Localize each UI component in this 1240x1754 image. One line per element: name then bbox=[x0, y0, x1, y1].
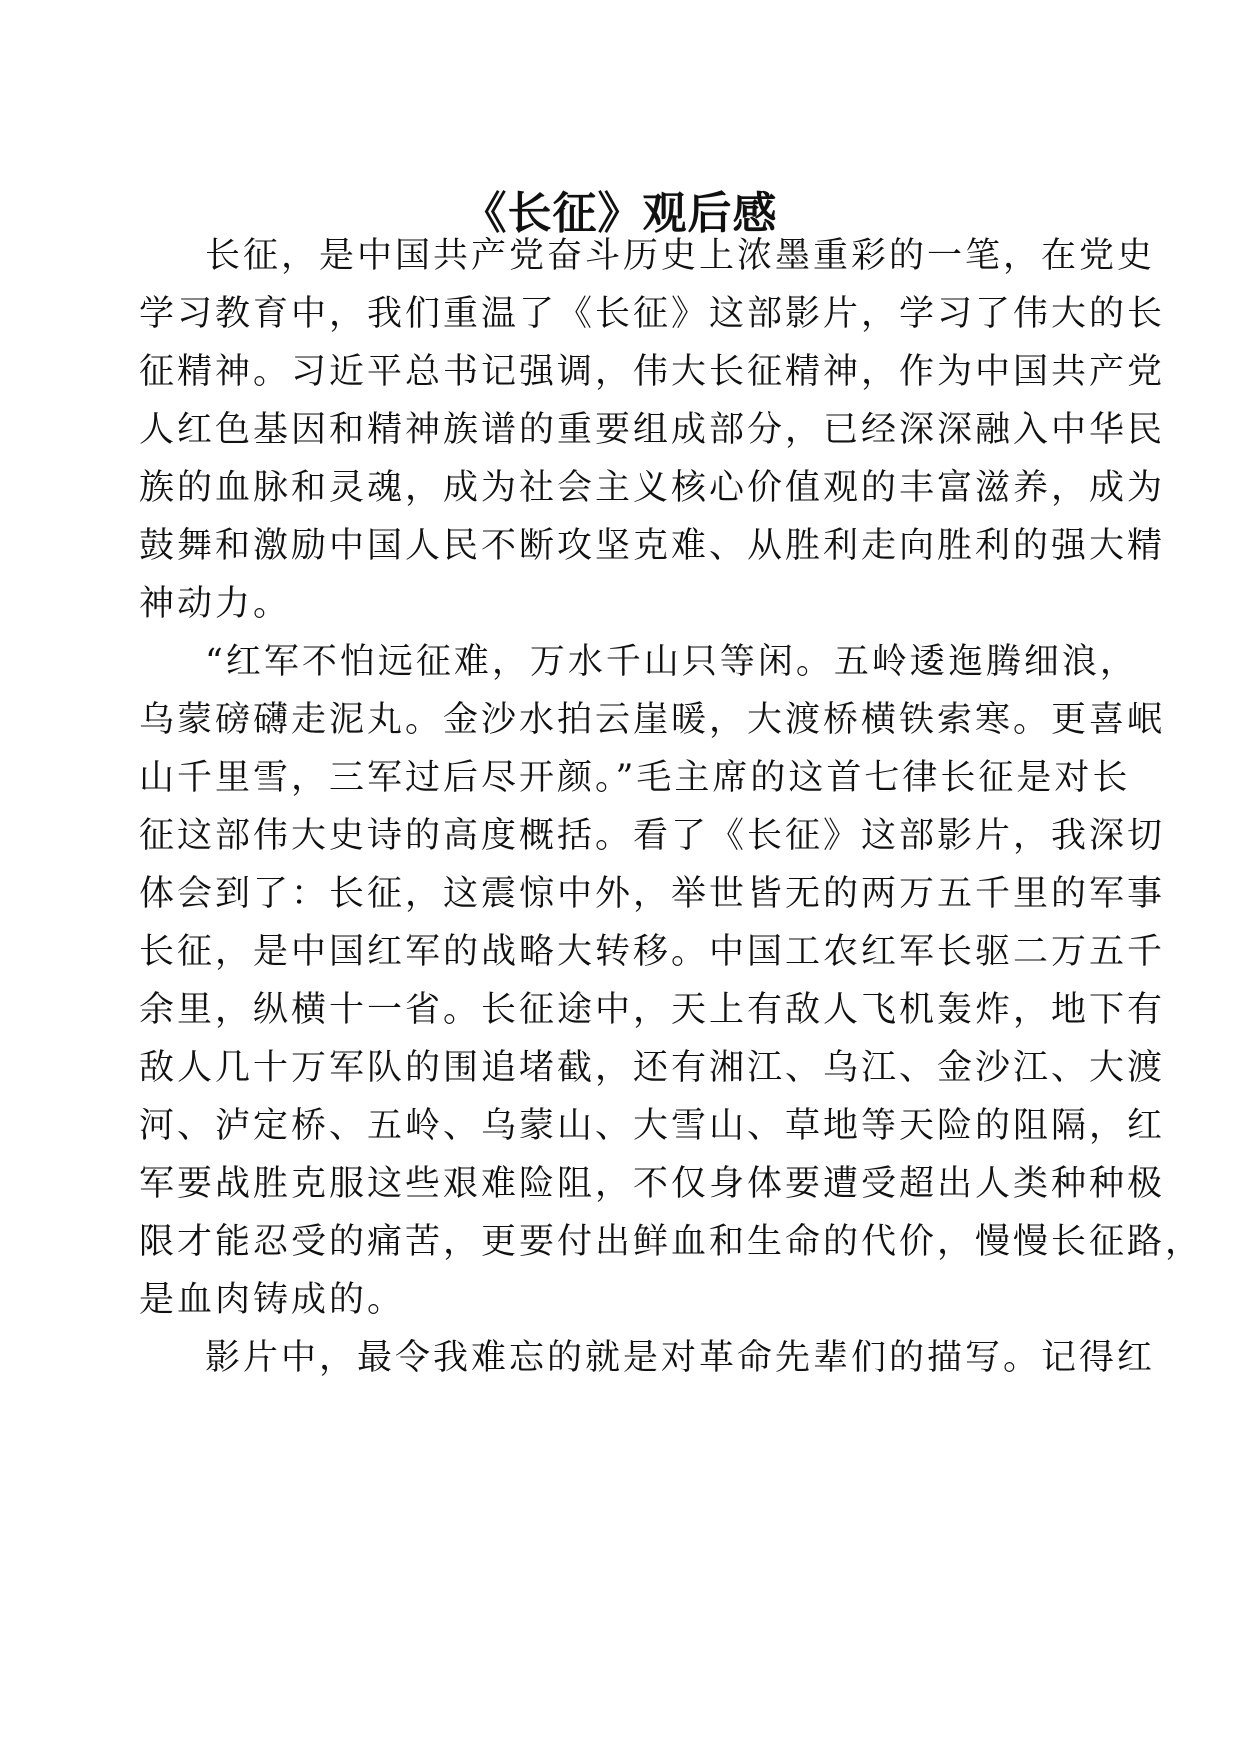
paragraph-2-line-12: 是血肉铸成的。 bbox=[139, 1280, 406, 1320]
document-title: 《长征》观后感 bbox=[462, 188, 778, 239]
paragraph-2-line-1: “红军不怕远征难，万水千山只等闲。五岭逶迤腾细浪， bbox=[205, 642, 1138, 682]
paragraph-1-line-5: 族的血脉和灵魂，成为社会主义核心价值观的丰富滋养，成为 bbox=[139, 468, 1166, 508]
paragraph-1-line-2: 学习教育中，我们重温了《长征》这部影片，学习了伟大的长 bbox=[139, 294, 1166, 334]
paragraph-2-line-9: 河、泸定桥、五岭、乌蒙山、大雪山、草地等天险的阻隔，红 bbox=[139, 1106, 1166, 1146]
paragraph-2-line-4: 征这部伟大史诗的高度概括。看了《长征》这部影片，我深切 bbox=[139, 816, 1166, 856]
paragraph-2-line-2: 乌蒙磅礴走泥丸。金沙水拍云崖暖，大渡桥横铁索寒。更喜岷 bbox=[139, 700, 1166, 740]
paragraph-3-line-1: 影片中，最令我难忘的就是对革命先辈们的描写。记得红 bbox=[205, 1338, 1156, 1378]
paragraph-1-line-1: 长征，是中国共产党奋斗历史上浓墨重彩的一笔，在党史 bbox=[205, 236, 1156, 276]
paragraph-2-line-6: 长征，是中国红军的战略大转移。中国工农红军长驱二万五千 bbox=[139, 932, 1166, 972]
paragraph-2-line-10: 军要战胜克服这些艰难险阻，不仅身体要遭受超出人类种种极 bbox=[139, 1164, 1166, 1204]
paragraph-1-line-6: 鼓舞和激励中国人民不断攻坚克难、从胜利走向胜利的强大精 bbox=[139, 526, 1166, 566]
paragraph-1-line-7: 神动力。 bbox=[139, 584, 292, 624]
paragraph-2-line-5: 体会到了：长征，这震惊中外，举世皆无的两万五千里的军事 bbox=[139, 874, 1166, 914]
paragraph-2-line-11: 限才能忍受的痛苦，更要付出鲜血和生命的代价，慢慢长征路， bbox=[139, 1222, 1204, 1262]
paragraph-1-line-3: 征精神。习近平总书记强调，伟大长征精神，作为中国共产党 bbox=[139, 352, 1166, 392]
paragraph-2-line-8: 敌人几十万军队的围追堵截，还有湘江、乌江、金沙江、大渡 bbox=[139, 1048, 1166, 1088]
paragraph-1-line-4: 人红色基因和精神族谱的重要组成部分，已经深深融入中华民 bbox=[139, 410, 1166, 450]
paragraph-2-line-7: 余里，纵横十一省。长征途中，天上有敌人飞机轰炸，地下有 bbox=[139, 990, 1166, 1030]
paragraph-2-line-3: 山千里雪，三军过后尽开颜。”毛主席的这首七律长征是对长 bbox=[139, 758, 1131, 798]
